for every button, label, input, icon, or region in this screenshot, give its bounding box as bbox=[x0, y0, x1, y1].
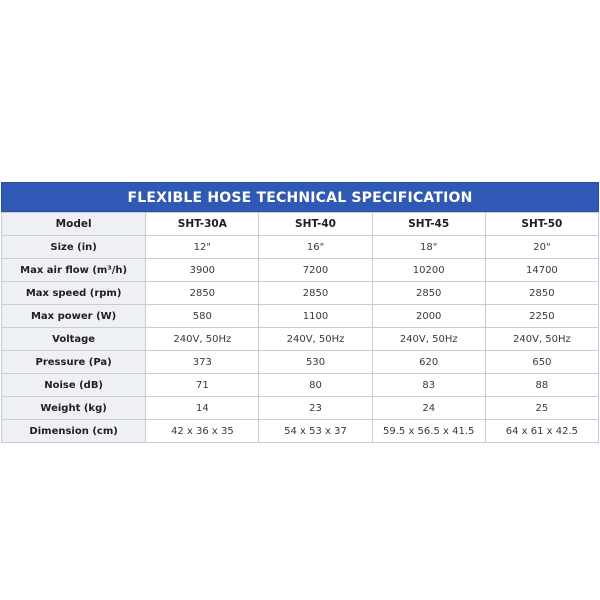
table-cell: 18" bbox=[372, 236, 485, 259]
header-label: Model bbox=[2, 213, 146, 236]
table-row bbox=[2, 259, 599, 282]
table-row bbox=[2, 305, 599, 328]
table-row bbox=[2, 397, 599, 420]
header-model: SHT-40 bbox=[259, 213, 372, 236]
table-cell: 2850 bbox=[485, 282, 598, 305]
table-cell: 2000 bbox=[372, 305, 485, 328]
table-cell: 2850 bbox=[146, 282, 259, 305]
table-cell: 14 bbox=[146, 397, 259, 420]
row-label: Max power (W) bbox=[2, 305, 146, 328]
table-cell: 80 bbox=[259, 374, 372, 397]
row-label: Max speed (rpm) bbox=[2, 282, 146, 305]
table-title: FLEXIBLE HOSE TECHNICAL SPECIFICATION bbox=[1, 182, 599, 212]
table-cell: 83 bbox=[372, 374, 485, 397]
table-row bbox=[2, 420, 599, 443]
table-cell: 1100 bbox=[259, 305, 372, 328]
table-cell: 580 bbox=[146, 305, 259, 328]
row-label: Dimension (cm) bbox=[2, 420, 146, 443]
row-label: Weight (kg) bbox=[2, 397, 146, 420]
table-cell: 54 x 53 x 37 bbox=[259, 420, 372, 443]
table-cell: 71 bbox=[146, 374, 259, 397]
table-cell: 2850 bbox=[259, 282, 372, 305]
table-row bbox=[2, 351, 599, 374]
table-cell: 530 bbox=[259, 351, 372, 374]
table-cell: 16" bbox=[259, 236, 372, 259]
row-label: Size (in) bbox=[2, 236, 146, 259]
table-cell: 7200 bbox=[259, 259, 372, 282]
table-cell: 88 bbox=[485, 374, 598, 397]
table-cell: 24 bbox=[372, 397, 485, 420]
header-model: SHT-50 bbox=[485, 213, 598, 236]
spec-table bbox=[1, 212, 599, 443]
table-row bbox=[2, 236, 599, 259]
row-label: Max air flow (m³/h) bbox=[2, 259, 146, 282]
table-row bbox=[2, 374, 599, 397]
table-cell: 2250 bbox=[485, 305, 598, 328]
table-cell: 240V, 50Hz bbox=[259, 328, 372, 351]
table-cell: 20" bbox=[485, 236, 598, 259]
table-cell: 620 bbox=[372, 351, 485, 374]
table-cell: 12" bbox=[146, 236, 259, 259]
table-cell: 2850 bbox=[372, 282, 485, 305]
table-row bbox=[2, 328, 599, 351]
table-cell: 25 bbox=[485, 397, 598, 420]
table-cell: 23 bbox=[259, 397, 372, 420]
row-label: Pressure (Pa) bbox=[2, 351, 146, 374]
table-cell: 10200 bbox=[372, 259, 485, 282]
table-cell: 14700 bbox=[485, 259, 598, 282]
table-cell: 240V, 50Hz bbox=[146, 328, 259, 351]
table-header-row bbox=[2, 213, 599, 236]
row-label: Noise (dB) bbox=[2, 374, 146, 397]
table-cell: 373 bbox=[146, 351, 259, 374]
table-cell: 3900 bbox=[146, 259, 259, 282]
table-cell: 42 x 36 x 35 bbox=[146, 420, 259, 443]
spec-table-container bbox=[1, 182, 599, 443]
table-cell: 240V, 50Hz bbox=[372, 328, 485, 351]
table-cell: 64 x 61 x 42.5 bbox=[485, 420, 598, 443]
table-cell: 650 bbox=[485, 351, 598, 374]
header-model: SHT-45 bbox=[372, 213, 485, 236]
table-cell: 240V, 50Hz bbox=[485, 328, 598, 351]
row-label: Voltage bbox=[2, 328, 146, 351]
table-cell: 59.5 x 56.5 x 41.5 bbox=[372, 420, 485, 443]
header-model: SHT-30A bbox=[146, 213, 259, 236]
table-row bbox=[2, 282, 599, 305]
